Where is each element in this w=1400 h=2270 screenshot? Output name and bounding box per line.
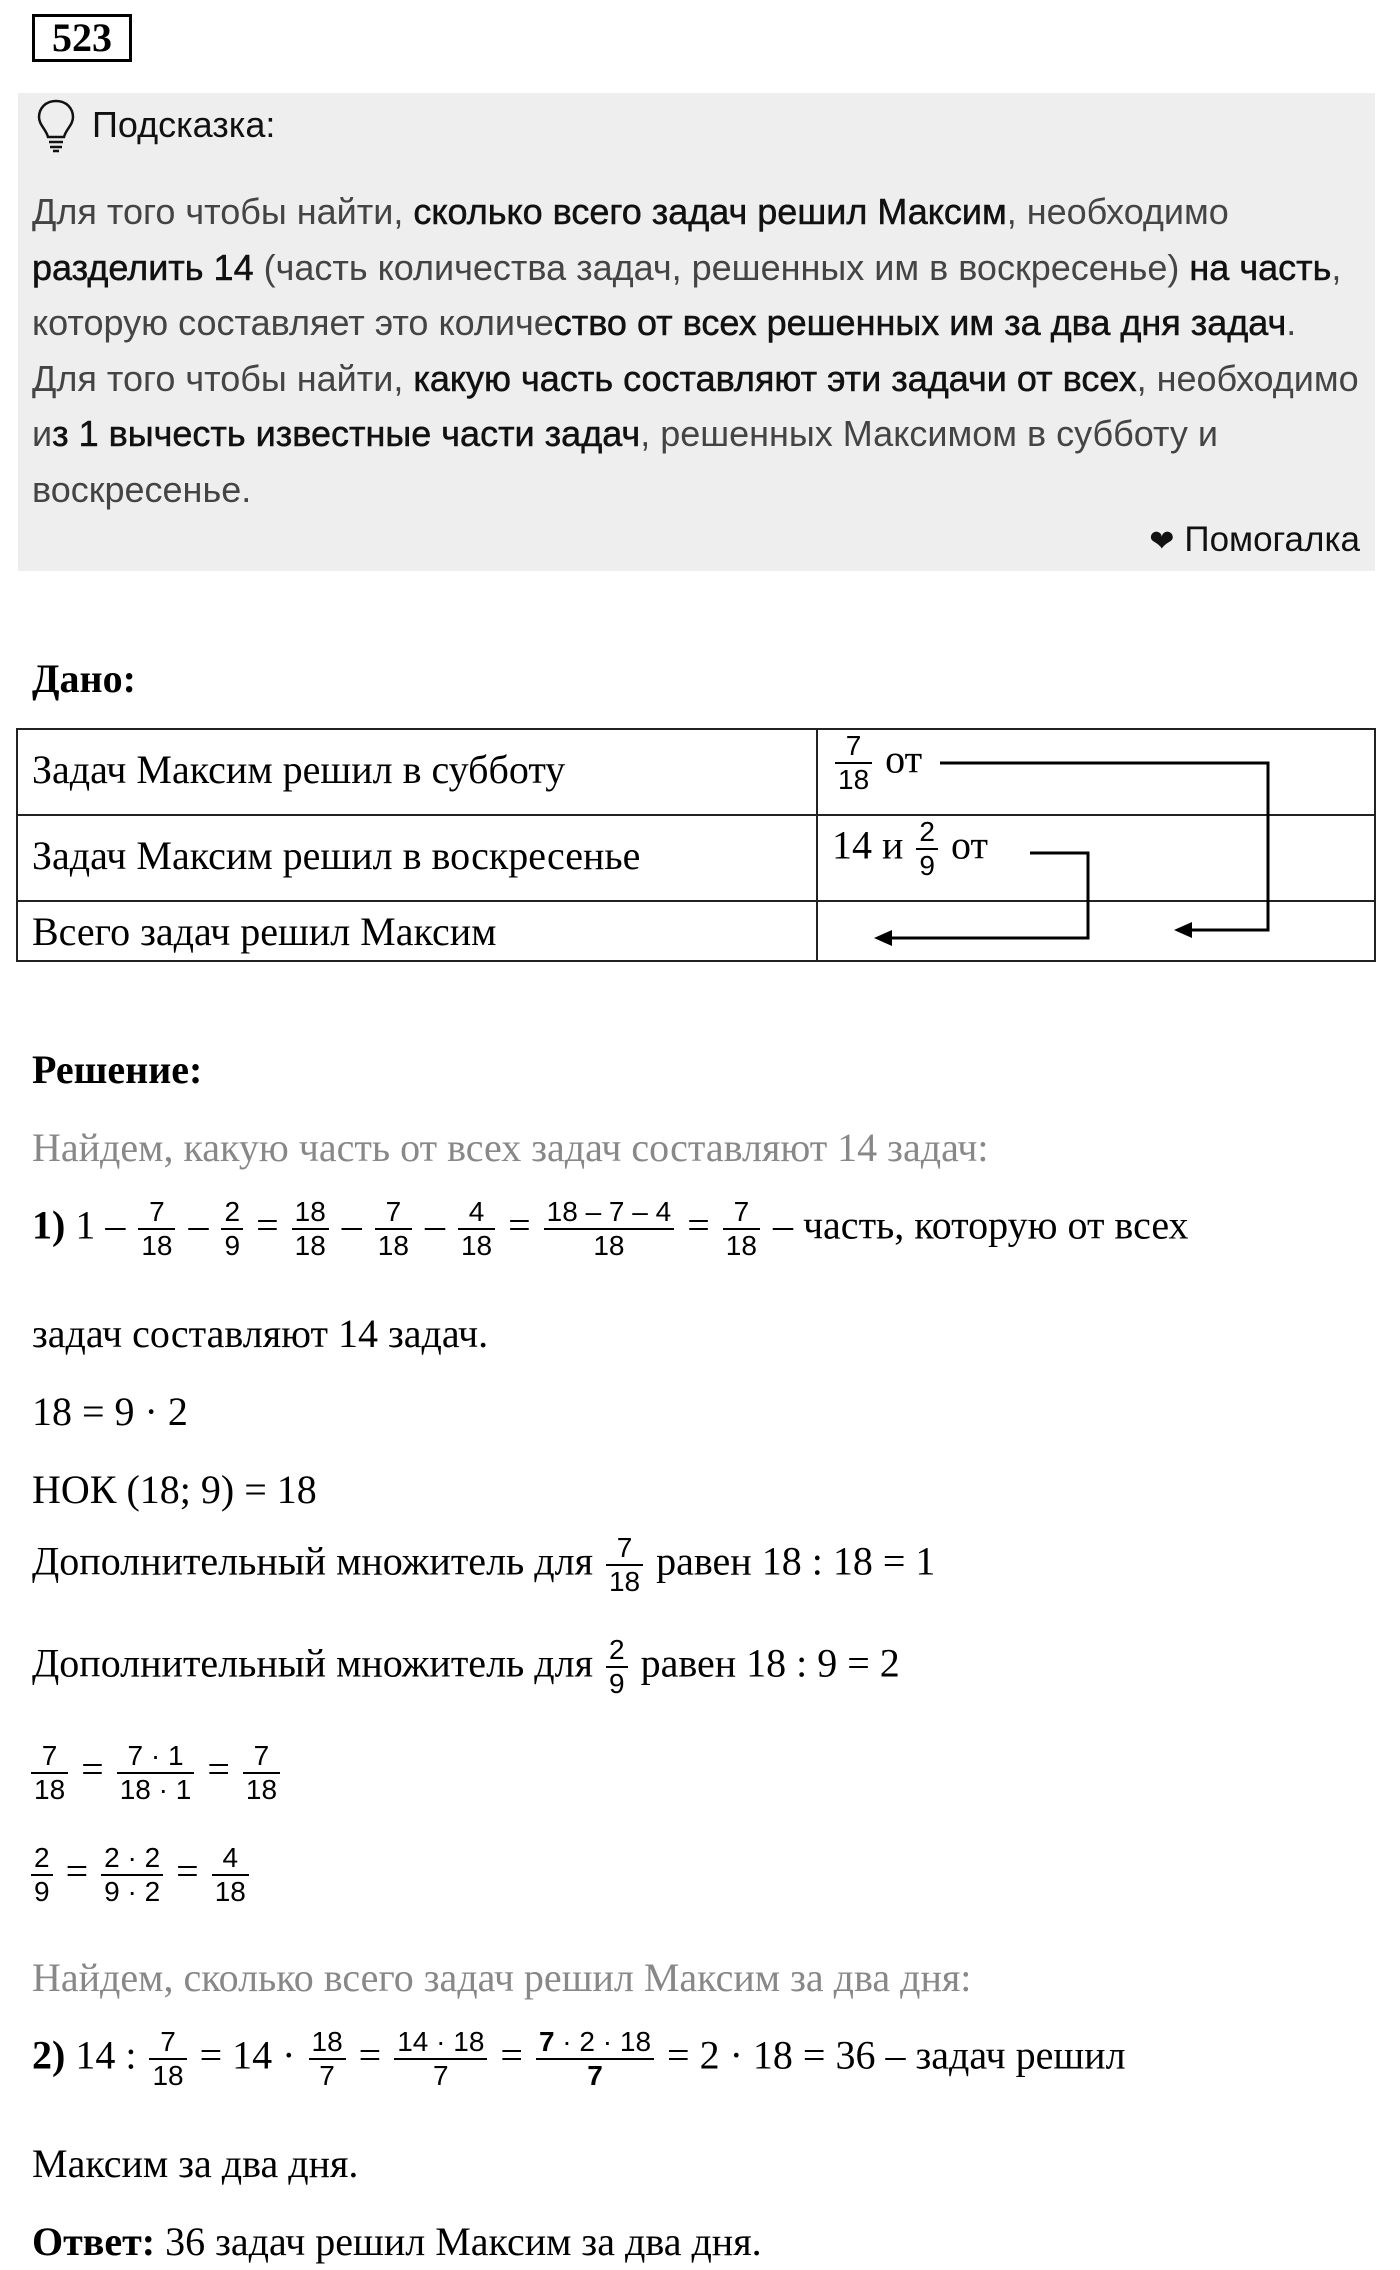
given-row-saturday-label: Задач Максим решил в субботу [32,747,566,792]
step2-intro: Найдем, сколько всего задач решил Максим за два дня: [32,1955,972,2000]
given-row-sunday-label: Задач Максим решил в воскресенье [32,833,641,878]
step1-equation: 1) 1 – $\frac{7}{18}$ – $\frac{2}{9}$ = $\frac{18}{18}$ – $\frac{7}{18}$ – $\frac{4}{18}$ = $\frac{18 - 7 - 4}{18}$ = $\frac{7}{18}$ – часть, которую от всех [32,1196,1189,1262]
lcm: НОК (18; 9) = 18 [32,1467,317,1512]
hint-footer[interactable]: ❤ Помогалка [1149,520,1360,559]
step1-continued: задач составляют 14 задач. [32,1311,489,1356]
step2-equation: 2) 14 : $\frac{7}{18}$ = 14 · $\frac{18}{7}$ = $\frac{14 \cdot 18}{7}$ = $\frac{7 \cdot 2 \cdot 18}{7}$ = 2 · 18 = 36 – задач решил [32,2026,1126,2092]
given-title: Дано: [32,656,136,701]
multiplier-1: Дополнительный множитель для $\frac{7}{18}$ равен 18 : 18 = 1 [32,1532,936,1598]
hint-text: Для того чтобы найти, сколько всего задач решил Максим, необходимо разделить 14 (часть количества задач, решенных им в воскресенье) на часть, которую составляет это количество от всех решенных им за два дня задач. Для того чтобы найти, какую часть составляют эти задачи от всех, необходимо из 1 вычесть известные части задач, решенных Максимом в субботу и воскресенье. [32,191,1359,510]
factorization: 18 = 9 · 2 [32,1389,188,1434]
given-row-total-label: Всего задач решил Максим [32,909,497,954]
hint-title: Подсказка: [92,104,276,145]
answer: Ответ: 36 задач решил Максим за два дня. [32,2219,762,2264]
task-number: 523 [32,14,132,62]
step1-intro: Найдем, какую часть от всех задач составляют 14 задач: [32,1125,989,1170]
given-arrows [0,0,1400,1000]
step2-continued: Максим за два дня. [32,2141,359,2186]
heart-icon: ❤ [1149,525,1175,558]
given-row-saturday-value: $\frac{7}{18}$ от [832,730,922,796]
given-row-sunday-value: 14 и $\frac{2}{9}$ от [832,816,988,882]
reduce-2-9: $\frac{2}{9}$ = $\frac{2 \cdot 2}{9 \cdot 2}$ = $\frac{4}{18}$ [28,1842,252,1908]
multiplier-2: Дополнительный множитель для $\frac{2}{9}$ равен 18 : 9 = 2 [32,1634,900,1700]
solution-title: Решение: [32,1047,203,1092]
reduce-7-18: $\frac{7}{18}$ = $\frac{7 \cdot 1}{18 \cdot 1}$ = $\frac{7}{18}$ [28,1740,283,1806]
